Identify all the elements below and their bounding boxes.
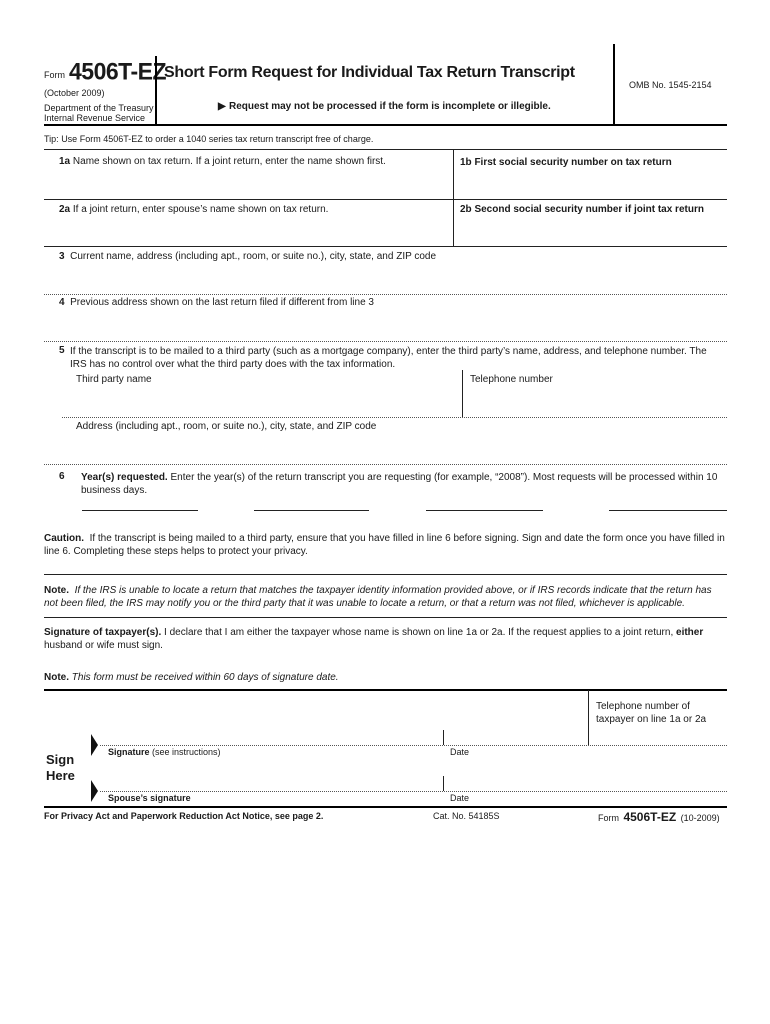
date-caption-1: Date [450, 747, 470, 757]
sign-here-label: Sign Here [46, 752, 75, 783]
signature-caption: Signature (see instructions) [108, 747, 221, 757]
taxpayer-phone-field[interactable] [592, 724, 727, 744]
line-2a-label: 2a If a joint return, enter spouse’s name shown on tax return. [59, 204, 329, 215]
line-5-number: 5 [59, 345, 65, 356]
spouse-signature-line [100, 791, 727, 792]
line-5-instructions: If the transcript is to be mailed to a third party (such as a mortgage company), enter the third party’s name, address, and telephone number. The IRS has no control over what the third party does with the tax information. [70, 346, 707, 370]
line-5-divider [462, 370, 463, 418]
service: Internal Revenue Service [44, 113, 146, 123]
rule-line-4 [44, 341, 727, 342]
tip-text: Use Form 4506T-EZ to order a 1040 series tax return transcript free of charge. [61, 134, 374, 144]
phone-divider [588, 690, 589, 745]
rule-line-5 [44, 464, 727, 465]
line-1a-field[interactable] [44, 150, 452, 199]
footer-form-id: Form 4506T-EZ (10-2009) [598, 810, 720, 824]
caution-paragraph: Caution. If the transcript is being mailed to a third party, ensure that you have filled in line 6 before signing. Sign and date the form once you have filled in line 6. Completing these steps helps to protect your privacy. [44, 533, 725, 557]
form-label: Form [44, 70, 65, 80]
note-60-days: Note. This form must be received within 60 days of signature date. [44, 672, 339, 683]
year-field-3[interactable] [426, 510, 543, 511]
header-divider-left [155, 56, 157, 124]
line-3-field[interactable] [44, 247, 727, 293]
note-irs-paragraph: Note. If the IRS is unable to locate a return that matches the taxpayer identity information provided above, or if IRS records indicate that the return has not been filed, the IRS may notify you or the third party that it was unable to locate a return, or that a return was not filed, whichever is applicable. [44, 585, 712, 609]
line-1a-label: 1a Name shown on tax return. If a joint return, enter the name shown first. [59, 156, 386, 167]
line-2a-field[interactable] [44, 200, 452, 246]
omb-number: OMB No. 1545-2154 [629, 80, 712, 90]
rule-third-party-name [62, 417, 727, 418]
subtitle-arrow-icon: ▶ [218, 101, 226, 112]
signature-date-field[interactable] [446, 722, 586, 744]
third-party-address-label: Address (including apt., room, or suite no.), city, state, and ZIP code [76, 421, 377, 432]
third-party-phone-label: Telephone number [470, 374, 553, 385]
signature-date-divider [443, 730, 444, 745]
third-party-name-field[interactable] [64, 388, 460, 416]
line-6-number: 6 [59, 471, 65, 482]
third-party-name-label: Third party name [76, 374, 152, 385]
spouse-date-field[interactable] [446, 768, 727, 790]
form-subtitle: Request may not be processed if the form is incomplete or illegible. [229, 101, 551, 112]
privacy-notice: For Privacy Act and Paperwork Reduction Act Notice, see page 2. [44, 811, 324, 821]
rule-sign-area [44, 689, 727, 691]
line-4-label: 4 Previous address shown on the last return filed if different from line 3 [59, 297, 374, 308]
sign-arrow-icon-1 [91, 734, 98, 756]
sign-arrow-icon-2 [91, 780, 98, 802]
line-4-field[interactable] [44, 295, 727, 340]
signature-line [100, 745, 727, 746]
taxpayer-phone-label: Telephone number of taxpayer on line 1a or 2a [596, 701, 707, 725]
signature-field[interactable] [100, 722, 440, 744]
header-divider-right [613, 44, 615, 124]
form-revision: (October 2009) [44, 88, 105, 98]
line-1b-field[interactable] [455, 150, 727, 199]
line-2b-label: 2b Second social security number if joint tax return [460, 204, 704, 215]
date-caption-2: Date [450, 793, 470, 803]
signature-declaration: Signature of taxpayer(s). I declare that I am either the taxpayer whose name is shown on line 1a or 2a. If the request applies to a joint return, either husband or wife must sign. [44, 627, 704, 651]
spouse-caption: Spouse’s signature [108, 793, 191, 803]
year-field-4[interactable] [609, 510, 727, 511]
line-1b-label: 1b First social security number on tax return [460, 157, 672, 168]
rule-note [44, 617, 727, 618]
catalog-number: Cat. No. 54185S [433, 811, 500, 821]
year-field-1[interactable] [82, 510, 198, 511]
third-party-address-field[interactable] [64, 434, 727, 462]
spouse-signature-field[interactable] [100, 768, 440, 790]
line-6-instructions: Year(s) requested. Enter the year(s) of the return transcript you are requesting (for example, “2008”). Most requests will be processed within 10 business days. [81, 472, 718, 496]
third-party-phone-field[interactable] [464, 388, 727, 416]
tip [44, 134, 373, 144]
spouse-date-divider [443, 776, 444, 791]
form-number: 4506T-EZ [69, 57, 166, 85]
rule-caution [44, 574, 727, 575]
line-3-label: 3 Current name, address (including apt., room, or suite no.), city, state, and ZIP code [59, 251, 437, 262]
header-rule [44, 124, 727, 126]
line-2b-field[interactable] [455, 200, 727, 246]
form-title: Short Form Request for Individual Tax Return Transcript [164, 64, 575, 81]
department: Department of the Treasury [44, 103, 154, 113]
tip-label: Tip: [44, 134, 59, 144]
year-field-2[interactable] [254, 510, 369, 511]
